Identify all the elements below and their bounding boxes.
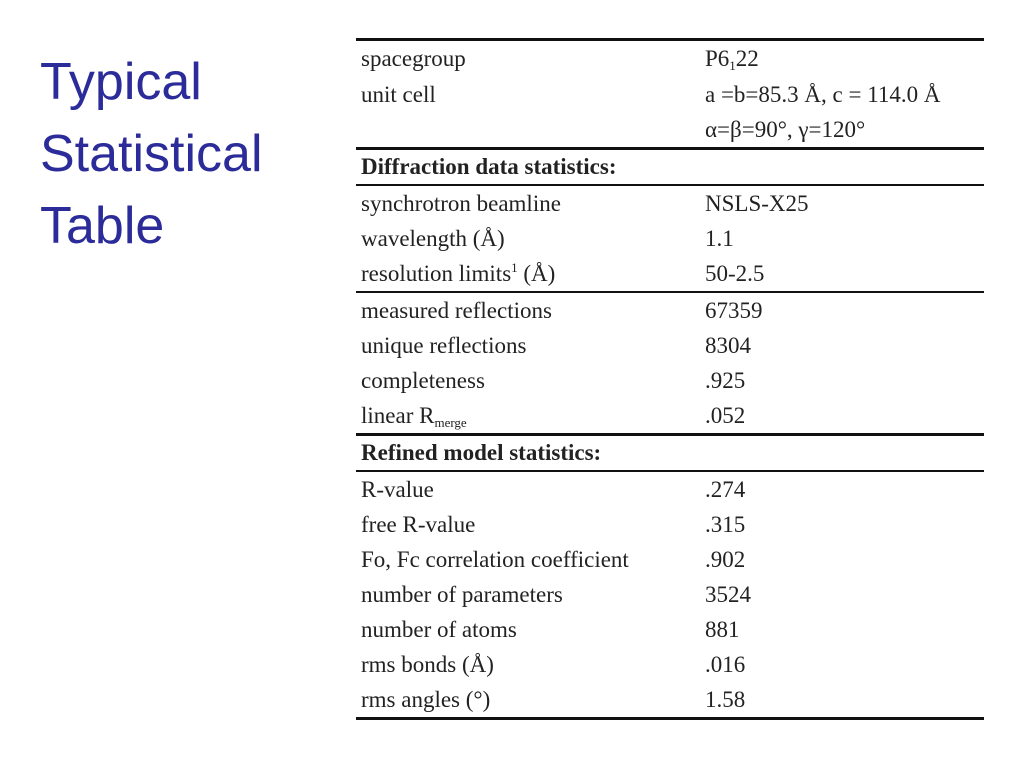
unit-cell-value-line1: a =b=85.3 Å, c = 114.0 Å — [705, 81, 941, 107]
r-value-label: R-value — [361, 476, 434, 502]
measured-label: measured reflections — [361, 297, 552, 323]
completeness-value: .925 — [705, 367, 746, 393]
rms-bonds-label: rms bonds (Å) — [361, 651, 494, 677]
rms-angles-label: rms angles (°) — [361, 686, 491, 712]
table-row — [356, 647, 984, 682]
table-row-completeness — [356, 363, 984, 398]
table-row-unit-cell — [356, 77, 984, 112]
beamline-value: NSLS-X25 — [705, 190, 809, 216]
title-line-2: Statistical — [40, 125, 263, 183]
correlation-value: .902 — [705, 546, 746, 572]
atoms-label: number of atoms — [361, 616, 517, 642]
diffraction-header: Diffraction data statistics: — [361, 154, 617, 179]
table-row-spacegroup — [356, 41, 984, 77]
title-line-3: Table — [40, 197, 165, 255]
table-row-unit-cell-angles — [356, 112, 984, 147]
table-row — [356, 577, 984, 612]
rms-angles-value: 1.58 — [705, 686, 746, 712]
table-row-beamline — [356, 186, 984, 221]
refined-header: Refined model statistics: — [361, 440, 602, 465]
title-line-1: Typical — [40, 53, 202, 111]
table-bottom-rule — [356, 717, 984, 720]
table-row — [356, 542, 984, 577]
unique-label: unique reflections — [361, 332, 527, 358]
measured-value: 67359 — [705, 297, 763, 323]
resolution-value: 50-2.5 — [705, 260, 765, 286]
completeness-label: completeness — [361, 367, 485, 393]
resolution-label: resolution limits$^1$ (Å) — [361, 259, 556, 286]
statistics-table — [356, 38, 984, 720]
rmerge-label: linear $R_{merge}$ — [361, 402, 467, 430]
parameters-value: 3524 — [705, 581, 751, 607]
wavelength-value: 1.1 — [705, 225, 734, 251]
r-value-value: .274 — [705, 476, 746, 502]
rms-bonds-value: .016 — [705, 651, 746, 677]
unit-cell-value-line2: α=β=90°, γ=120° — [705, 116, 866, 142]
table-row-wavelength — [356, 221, 984, 256]
table-row-unique — [356, 328, 984, 363]
beamline-label: synchrotron beamline — [361, 190, 561, 216]
correlation-label: Fo, Fc correlation coefficient — [361, 546, 629, 572]
slide-title — [40, 46, 263, 262]
unit-cell-label: unit cell — [361, 81, 436, 107]
free-r-value-label: free R-value — [361, 511, 476, 537]
parameters-label: number of parameters — [361, 581, 563, 607]
rmerge-value: .052 — [705, 402, 746, 428]
unique-value: 8304 — [705, 332, 751, 358]
spacegroup-label: spacegroup — [361, 46, 466, 71]
table-row-measured — [356, 293, 984, 328]
table-row — [356, 507, 984, 542]
table-row — [356, 682, 984, 717]
atoms-value: 881 — [705, 616, 740, 642]
table-row — [356, 472, 984, 507]
wavelength-label: wavelength (Å) — [361, 225, 505, 251]
table-row-resolution — [356, 256, 984, 291]
table-row-rmerge — [356, 398, 984, 433]
table-row — [356, 612, 984, 647]
spacegroup-value: $P6_122$ — [705, 46, 759, 73]
free-r-value-value: .315 — [705, 511, 746, 537]
